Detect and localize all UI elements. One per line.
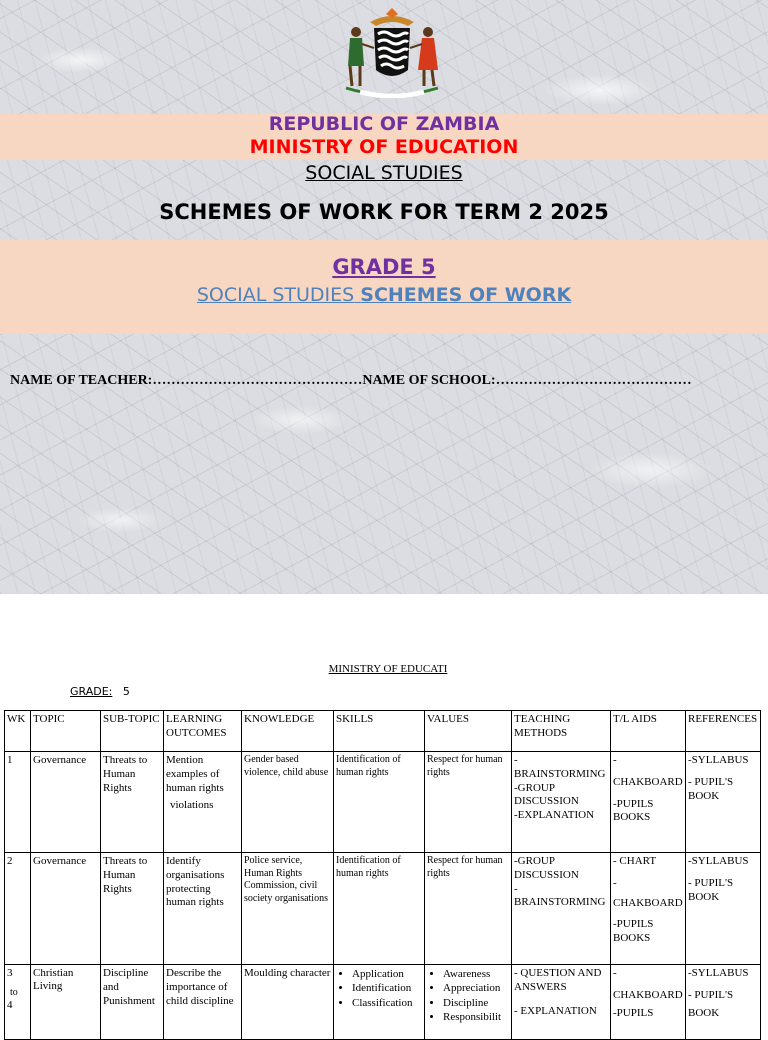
cell-values: Respect for human rights xyxy=(425,853,512,965)
method-line: - EXPLANATION xyxy=(514,1004,597,1017)
wk-line: to xyxy=(10,986,18,998)
cell-references xyxy=(686,965,761,1040)
reference-line: -SYLLABUS xyxy=(688,754,749,766)
subtopic-line: Human xyxy=(103,767,136,780)
reference-line: - PUPIL'S xyxy=(688,988,734,1001)
aid-line: - xyxy=(613,754,617,766)
table-row xyxy=(5,965,761,1040)
zambia-coat-of-arms-icon xyxy=(330,8,454,98)
ministry-header: MINISTRY OF EDUCATI xyxy=(328,663,448,675)
ministry-title: MINISTRY OF EDUCATION xyxy=(249,136,519,158)
subtopic-line: Rights xyxy=(103,882,132,895)
skills-list xyxy=(336,967,422,1010)
republic-title: REPUBLIC OF ZAMBIA xyxy=(268,113,500,135)
grade-line xyxy=(70,685,130,698)
aid-line: CHAKBOARD xyxy=(613,988,683,1001)
list-item: • Appreciation xyxy=(443,981,509,995)
cell-subtopic xyxy=(101,853,164,965)
cell-subtopic: Discipline and Punishment xyxy=(101,965,164,1040)
aid-line: CHAKBOARD xyxy=(613,896,683,909)
aid-line: - xyxy=(613,876,617,889)
reference-line: BOOK xyxy=(688,1006,720,1019)
method-line: -BRAINSTORMING xyxy=(514,882,606,909)
aid-line: -PUPILS BOOKS xyxy=(613,918,654,944)
cell-subtopic xyxy=(101,752,164,853)
header-topic: TOPIC xyxy=(31,711,101,752)
cell-knowledge: Gender based violence, child abuse xyxy=(242,752,334,853)
subtitle-plain: SOCIAL STUDIES xyxy=(196,284,355,306)
list-item: • Application xyxy=(352,967,422,981)
reference-line: - PUPIL'S BOOK xyxy=(688,775,734,802)
schemes-title: SCHEMES OF WORK FOR TERM 2 2025 xyxy=(159,200,609,224)
grade-value: 5 xyxy=(122,685,130,698)
method-line: -GROUP xyxy=(514,781,555,794)
header-methods: TEACHING METHODS xyxy=(512,711,611,752)
aid-line: - xyxy=(613,967,617,979)
cell-values: Respect for human rights xyxy=(425,752,512,853)
cell-knowledge: Moulding character xyxy=(242,965,334,1040)
cell-values xyxy=(425,965,512,1040)
subject-title: SOCIAL STUDIES xyxy=(305,162,463,184)
topic-line: Living xyxy=(33,980,63,993)
header-outcomes: LEARNING OUTCOMES xyxy=(164,711,242,752)
subtopic-line: Rights xyxy=(103,781,132,794)
cell-skills xyxy=(334,965,425,1040)
method-line: -GROUP xyxy=(514,855,555,867)
teacher-school-line: NAME OF TEACHER:………………………………………NAME OF SCHOOL:…………………………………… xyxy=(10,373,692,388)
cell-wk: 1 xyxy=(5,752,31,853)
cell-aids xyxy=(611,965,686,1040)
aid-line: - CHART xyxy=(613,855,657,867)
reference-line: -SYLLABUS xyxy=(688,855,749,867)
subtopic-line: Threats to xyxy=(103,754,148,766)
schemes-table xyxy=(4,710,761,1040)
outcome-line: Mention examples of human rights xyxy=(166,754,224,794)
list-item: • Classification xyxy=(352,996,422,1010)
subtopic-line: Human xyxy=(103,868,136,881)
wk-line: 4 xyxy=(7,999,13,1012)
header-knowledge: KNOWLEDGE xyxy=(242,711,334,752)
wk-line: 3 xyxy=(7,967,13,979)
grade-label: GRADE: xyxy=(70,685,113,698)
cell-references xyxy=(686,752,761,853)
cell-methods xyxy=(512,752,611,853)
cell-topic xyxy=(31,965,101,1040)
header-aids: T/L AIDS xyxy=(611,711,686,752)
cell-wk xyxy=(5,965,31,1040)
grade-title: GRADE 5 xyxy=(332,255,436,279)
method-line: DISCUSSION xyxy=(514,795,579,808)
header-subtopic: SUB-TOPIC xyxy=(101,711,164,752)
method-line: DISCUSSION xyxy=(514,868,579,881)
aid-line: CHAKBOARD xyxy=(613,775,683,788)
header-references: REFERENCES xyxy=(686,711,761,752)
topic-line: Christian xyxy=(33,967,74,979)
cell-skills: Identification of human rights xyxy=(334,752,425,853)
cell-skills: Identification of human rights xyxy=(334,853,425,965)
subtitle xyxy=(0,284,768,306)
outcome-line: violations xyxy=(170,799,214,812)
subtopic-line: Threats to xyxy=(103,855,148,867)
cell-references xyxy=(686,853,761,965)
table-row xyxy=(5,853,761,965)
cell-outcomes: Describe the importance of child discipline xyxy=(164,965,242,1040)
method-line: -EXPLANATION xyxy=(514,809,595,821)
method-line: -BRAINSTORMING xyxy=(514,754,606,780)
table-header-row xyxy=(5,711,761,752)
list-item: • Responsibilit xyxy=(443,1010,509,1024)
cell-outcomes xyxy=(164,752,242,853)
cell-topic: Governance xyxy=(31,752,101,853)
list-item: • Discipline xyxy=(443,996,509,1010)
table-row xyxy=(5,752,761,853)
cell-knowledge: Police service, Human Rights Commission, civil society organisations xyxy=(242,853,334,965)
subtitle-bold: SCHEMES OF WORK xyxy=(360,284,572,306)
cell-outcomes: Identify organisations protecting human rights xyxy=(164,853,242,965)
cell-methods xyxy=(512,965,611,1040)
header-skills: SKILLS xyxy=(334,711,425,752)
reference-line: -SYLLABUS xyxy=(688,967,749,979)
aid-line: -PUPILS BOOKS xyxy=(613,797,654,824)
cell-wk: 2 xyxy=(5,853,31,965)
cell-methods xyxy=(512,853,611,965)
aid-line: -PUPILS xyxy=(613,1006,654,1019)
header-values: VALUES xyxy=(425,711,512,752)
header-wk: WK xyxy=(5,711,31,752)
values-list xyxy=(427,967,509,1024)
cell-aids xyxy=(611,853,686,965)
cell-aids xyxy=(611,752,686,853)
list-item: • Awareness xyxy=(443,967,509,981)
cell-topic: Governance xyxy=(31,853,101,965)
list-item: • Identification xyxy=(352,981,422,995)
method-line: - QUESTION AND ANSWERS xyxy=(514,967,602,993)
reference-line: - PUPIL'S BOOK xyxy=(688,876,734,903)
